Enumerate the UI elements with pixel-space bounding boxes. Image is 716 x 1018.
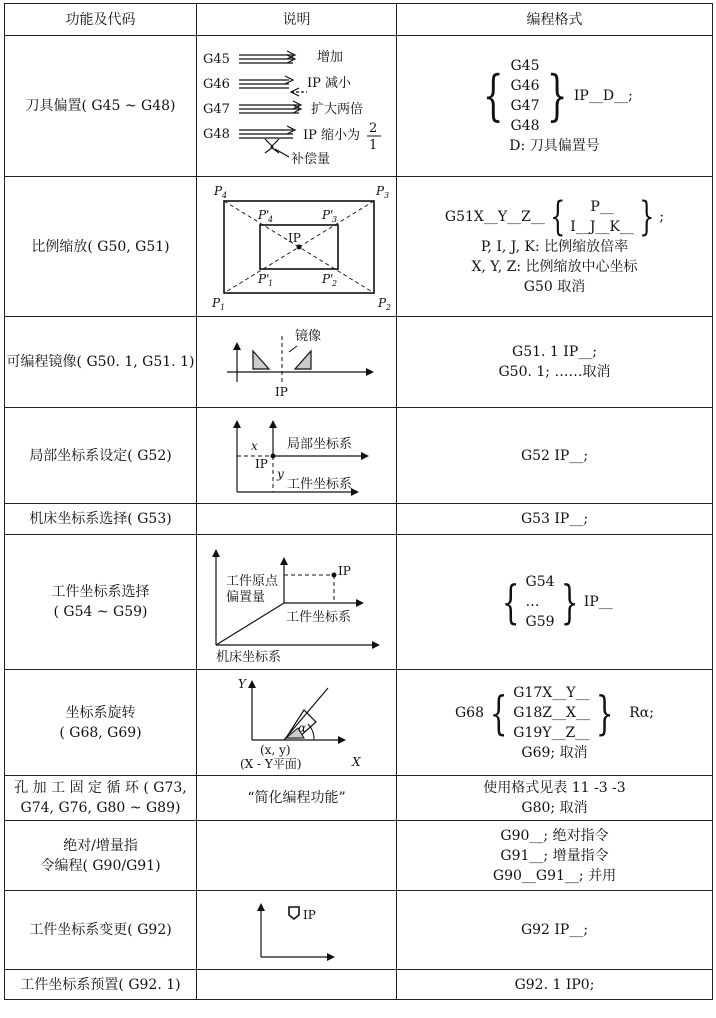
corner-label: P xyxy=(211,295,220,310)
work-coord-change-diagram xyxy=(237,895,357,965)
format-line: G51. 1 IP__; xyxy=(512,344,597,360)
inner-sub: 4 xyxy=(267,214,273,224)
code-stack xyxy=(511,56,540,136)
description-cell xyxy=(197,535,397,670)
ip-label: IP xyxy=(337,564,351,578)
corner-label: P xyxy=(213,183,222,198)
offset-label: 偏置量 xyxy=(225,590,265,605)
format-suffix: IP__ xyxy=(583,594,613,610)
right-brace: } xyxy=(595,685,614,740)
left-brace: { xyxy=(483,64,504,127)
inner-label: P' xyxy=(257,207,269,222)
left-brace: { xyxy=(502,575,520,629)
format-line: G92. 1 IP0; xyxy=(514,976,595,993)
right-brace: } xyxy=(546,64,568,127)
format-suffix: Rα; xyxy=(629,704,654,721)
function-cell: 工件坐标系预置( G92. 1) xyxy=(5,970,197,1000)
table-row xyxy=(5,317,713,408)
format-line: P, I, J, K: 比例缩放倍率 xyxy=(480,238,629,255)
format-cell xyxy=(397,970,713,1000)
format-cell xyxy=(397,317,713,408)
format-line: 使用格式见表 11 -3 -3 xyxy=(483,780,626,796)
diagram-note: 扩大两倍 xyxy=(310,102,363,117)
format-cell xyxy=(397,821,713,891)
corner-label: P xyxy=(375,183,384,198)
function-line: 令编程( G90/G91) xyxy=(40,857,161,874)
format-brace-group xyxy=(444,193,665,240)
format-line: G92 IP__; xyxy=(520,922,589,938)
code-item: G19Y__Z__ xyxy=(513,724,590,741)
format-note: D: 刀具偏置号 xyxy=(509,138,600,154)
local-label: 局部坐标系 xyxy=(286,436,352,452)
diagram-label: G45 xyxy=(202,52,230,67)
format-line: G80; 取消 xyxy=(521,800,588,816)
function-line: ( G54 ~ G59) xyxy=(53,604,148,620)
table-row xyxy=(5,970,713,1000)
diagram-note: IP 缩小为 xyxy=(302,128,360,143)
format-tail: ; xyxy=(659,208,665,225)
scaling-diagram xyxy=(202,183,392,311)
code-item: G18Z__X__ xyxy=(513,704,590,721)
left-brace: { xyxy=(549,193,566,240)
inner-label: P' xyxy=(321,271,333,286)
table-row xyxy=(5,36,713,177)
format-line: G52 IP__; xyxy=(520,447,589,464)
code-item: G48 xyxy=(510,118,540,134)
code-item: P__ xyxy=(590,198,614,215)
format-line: G91__; 增量指令 xyxy=(500,847,609,864)
format-line: G50 取消 xyxy=(523,278,586,295)
format-line: G53 IP__; xyxy=(520,511,589,527)
function-cell xyxy=(5,670,197,776)
header-function: 功能及代码 xyxy=(5,4,197,36)
gcode-table xyxy=(4,3,713,1000)
inner-sub: 2 xyxy=(331,278,337,288)
function-line: G74, G76, G80 ~ G89) xyxy=(20,800,181,816)
mirror-label: 镜像 xyxy=(294,329,321,344)
description-cell xyxy=(197,504,397,535)
code-stack xyxy=(513,683,590,743)
code-item: I__J__K__ xyxy=(570,218,634,235)
diagram-label: G46 xyxy=(202,77,230,92)
plane-label: (X - Y平面) xyxy=(239,756,302,771)
point-label: (x, y) xyxy=(259,742,291,757)
code-stack xyxy=(526,572,555,632)
function-line: 孔 加 工 固 定 循 环 ( G73, xyxy=(14,780,187,796)
alpha-label: α xyxy=(297,720,306,735)
format-brace-group xyxy=(455,683,654,743)
header-description: 说明 xyxy=(197,4,397,36)
table-row xyxy=(5,177,713,317)
format-line: X, Y, Z: 比例缩放中心坐标 xyxy=(471,258,638,275)
y-label: y xyxy=(276,466,284,481)
corner-sub: 2 xyxy=(385,302,391,311)
description-cell xyxy=(197,670,397,776)
description-cell xyxy=(197,36,397,177)
diagram-label: G47 xyxy=(202,102,230,117)
work-label: 工件坐标系 xyxy=(286,476,352,492)
function-cell xyxy=(5,535,197,670)
corner-sub: 4 xyxy=(221,190,227,200)
function-cell: 可编程镜像( G50. 1, G51. 1) xyxy=(5,317,197,408)
format-brace-group xyxy=(476,56,633,136)
center-label: IP xyxy=(287,230,301,245)
format-cell xyxy=(397,670,713,776)
function-line: 工件坐标系选择 xyxy=(51,584,150,600)
machine-label: 机床坐标系 xyxy=(215,650,281,665)
inner-sub: 3 xyxy=(331,214,337,224)
format-line: G69; 取消 xyxy=(521,744,588,761)
mirror-diagram xyxy=(207,322,387,402)
ip-label: IP xyxy=(302,908,316,922)
diagram-note: 增加 xyxy=(316,50,343,65)
description-cell: “简化编程功能” xyxy=(197,776,397,821)
format-cell xyxy=(397,504,713,535)
function-cell: 机床坐标系选择( G53) xyxy=(5,504,197,535)
inner-label: P' xyxy=(257,271,269,286)
function-line: ( G68, G69) xyxy=(59,724,142,741)
table-row xyxy=(5,535,713,670)
offset-arrows xyxy=(239,51,307,157)
diagram-label: G48 xyxy=(202,127,230,142)
diagram-note: IP 减小 xyxy=(306,76,351,91)
code-item: G54 xyxy=(525,574,555,590)
corner-label: P xyxy=(377,295,386,310)
format-lead: G51X__Y__Z__ xyxy=(444,208,545,225)
function-cell xyxy=(5,821,197,891)
code-item: G45 xyxy=(510,58,540,74)
inner-label: P' xyxy=(321,207,333,222)
x-axis-label: X xyxy=(351,754,361,769)
format-cell xyxy=(397,177,713,317)
function-cell xyxy=(5,776,197,821)
table-row xyxy=(5,670,713,776)
code-item: G46 xyxy=(510,78,540,94)
right-brace: } xyxy=(560,575,578,629)
inner-sub: 1 xyxy=(267,278,273,288)
work-coord-diagram xyxy=(202,539,392,665)
function-line: 绝对/增量指 xyxy=(63,837,138,854)
code-stack xyxy=(570,197,634,237)
description-cell xyxy=(197,970,397,1000)
description-cell xyxy=(197,177,397,317)
description-cell xyxy=(197,891,397,970)
format-cell xyxy=(397,535,713,670)
table-row xyxy=(5,891,713,970)
fraction-numerator: 2 xyxy=(368,121,377,136)
table-row xyxy=(5,504,713,535)
format-line: G90__G91__; 并用 xyxy=(492,867,617,884)
tool-offset-diagram xyxy=(199,41,395,171)
diagram-note: 补偿量 xyxy=(290,152,330,167)
header-row xyxy=(5,4,713,36)
format-lead: G68 xyxy=(455,704,484,721)
function-cell: 比例缩放( G50, G51) xyxy=(5,177,197,317)
code-item: G17X__Y__ xyxy=(513,684,590,701)
local-coord-diagram xyxy=(207,412,387,500)
format-cell xyxy=(397,776,713,821)
corner-sub: 3 xyxy=(383,190,389,200)
ip-label: IP xyxy=(254,456,268,471)
fraction-denominator: 1 xyxy=(368,138,377,153)
x-label: x xyxy=(250,438,258,453)
format-cell xyxy=(397,36,713,177)
ip-label: IP xyxy=(274,385,288,399)
origin-label: 工件原点 xyxy=(225,574,278,589)
function-cell: 工件坐标系变更( G92) xyxy=(5,891,197,970)
code-item: … xyxy=(525,594,540,610)
y-axis-label: Y xyxy=(237,676,246,691)
format-suffix: IP__D__; xyxy=(573,88,633,104)
code-item: G47 xyxy=(510,98,540,114)
format-brace-group xyxy=(496,572,613,632)
description-cell xyxy=(197,408,397,504)
work-label: 工件坐标系 xyxy=(285,610,351,625)
left-brace: { xyxy=(489,685,508,740)
right-brace: } xyxy=(638,193,655,240)
rotation-diagram xyxy=(212,674,382,772)
format-line: G90__; 绝对指令 xyxy=(500,827,609,844)
function-cell: 刀具偏置( G45 ~ G48) xyxy=(5,36,197,177)
table-row xyxy=(5,408,713,504)
format-cell xyxy=(397,891,713,970)
table-row xyxy=(5,776,713,821)
function-cell: 局部坐标系设定( G52) xyxy=(5,408,197,504)
function-line: 坐标系旋转 xyxy=(65,704,136,721)
corner-sub: 1 xyxy=(219,302,225,311)
description-cell xyxy=(197,317,397,408)
format-line: G50. 1; ……取消 xyxy=(498,364,611,380)
format-cell xyxy=(397,408,713,504)
description-cell xyxy=(197,821,397,891)
header-format: 编程格式 xyxy=(397,4,713,36)
code-item: G59 xyxy=(525,614,555,630)
table-row xyxy=(5,821,713,891)
